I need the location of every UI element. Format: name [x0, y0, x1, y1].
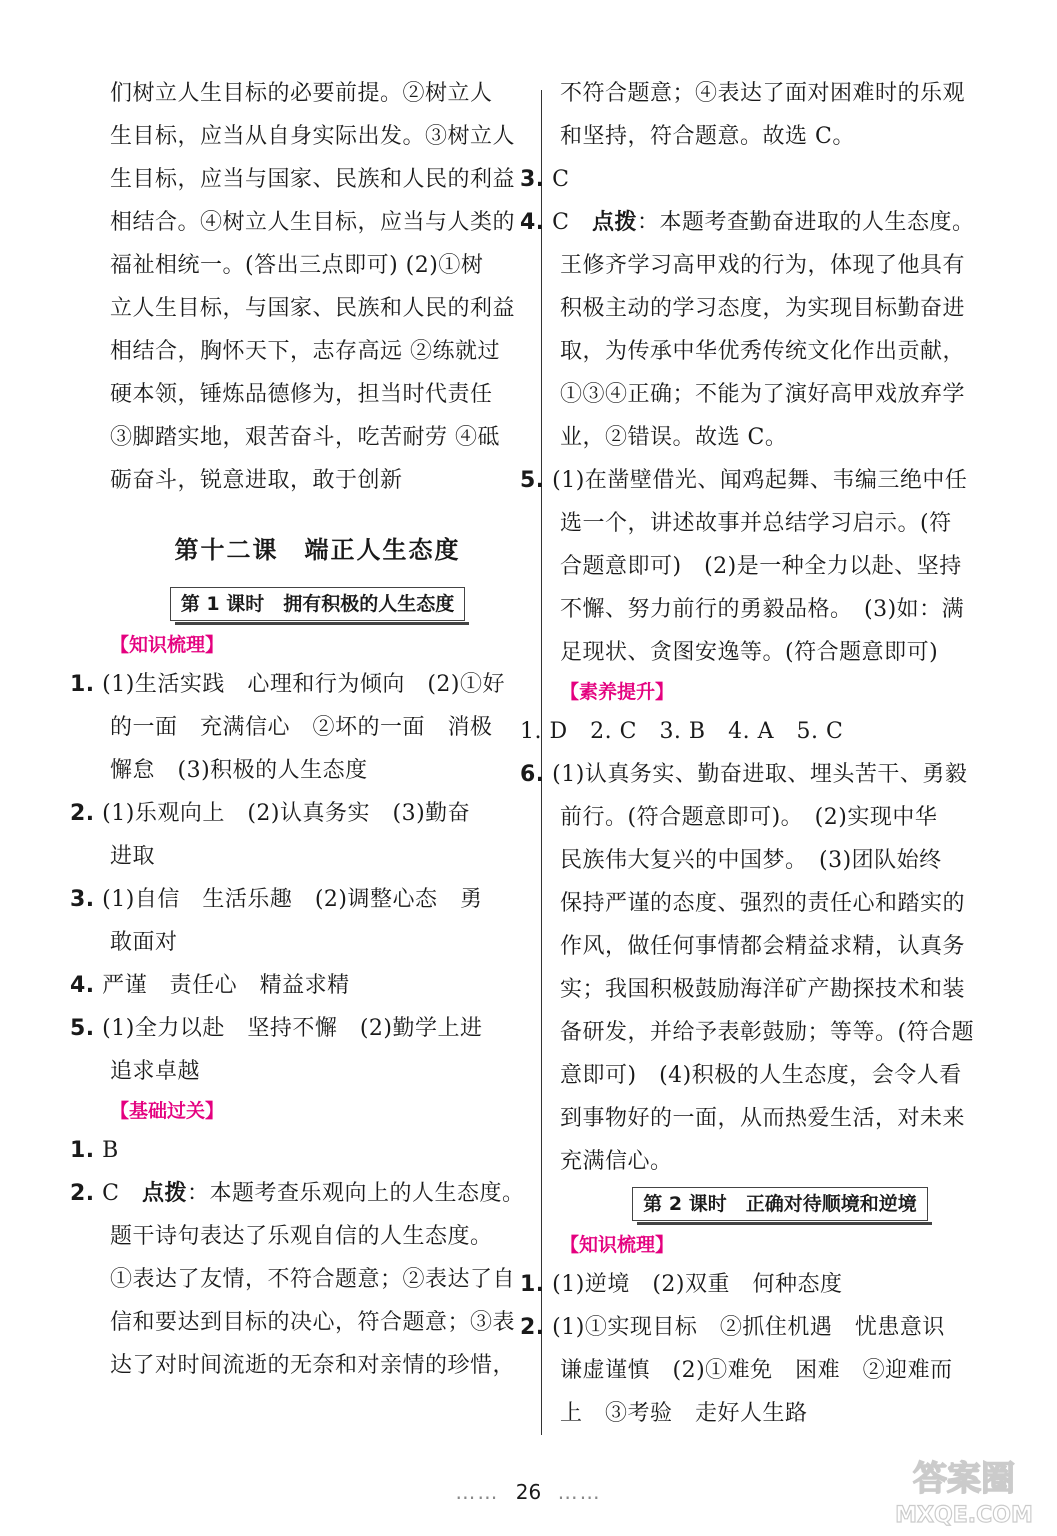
item-number: 1.: [520, 1272, 545, 1297]
svg-text:答案圈: 答案圈: [913, 1459, 1015, 1499]
item-number: 4.: [520, 210, 545, 235]
item-text: (1)逆境 (2)双重 何种态度: [552, 1272, 843, 1297]
right-column: [520, 72, 1000, 1435]
svg-text:MXQE.COM: MXQE.COM: [895, 1503, 1033, 1528]
answer-item: [520, 459, 1000, 502]
item-number: 2.: [520, 1315, 545, 1340]
text-line: 题干诗句表达了乐观自信的人生态度。: [110, 1224, 493, 1249]
item-text: 1. D 2. C 3. B 4. A 5. C: [520, 719, 844, 744]
footer-dots-left: ……: [455, 1480, 500, 1504]
answer-item: [70, 1172, 525, 1215]
text-line: 福祉相统一。(答出三点即可) (2)①树: [110, 253, 484, 278]
text-line: 足现状、贪图安逸等。(符合题意即可): [560, 640, 939, 665]
section-heading: 第 1 课时 拥有积极的人生态度: [170, 587, 465, 621]
section-tag: 【基础过关】: [110, 1100, 225, 1122]
item-number: 5.: [70, 1016, 95, 1041]
text-line: 民族伟大复兴的中国梦。 (3)团队始终: [560, 848, 942, 873]
text-line: 们树立人生目标的必要前提。②树立人: [110, 81, 493, 106]
section-tag: 【素养提升】: [560, 681, 675, 703]
item-number: 2.: [70, 801, 95, 826]
text-line: 达了对时间流逝的无奈和对亲情的珍惜，: [110, 1353, 516, 1378]
text-line: 砺奋斗，锐意进取，敢于创新: [110, 468, 403, 493]
answer-item: [70, 1007, 525, 1050]
text-line: 上 ③考验 走好人生路: [560, 1401, 808, 1426]
text-line: 进取: [110, 844, 156, 869]
item-answer: C: [102, 1181, 143, 1206]
text-line: 不符合题意；④表达了面对困难时的乐观: [560, 81, 966, 106]
text-line: 硬本领，锤炼品德修为，担当时代责任: [110, 382, 493, 407]
text-line: ③脚踏实地，艰苦奋斗，吃苦耐劳 ④砥: [110, 425, 500, 450]
answer-item: [70, 1129, 525, 1172]
answer-item: [520, 201, 1000, 244]
answer-item: [520, 753, 1000, 796]
item-number: 3.: [520, 167, 545, 192]
text-line: 生目标，应当从自身实际出发。③树立人: [110, 124, 516, 149]
item-text: B: [102, 1138, 119, 1163]
text-line: 信和要达到目标的决心，符合题意；③表: [110, 1310, 516, 1335]
answer-item: [70, 878, 525, 921]
item-answer: C: [552, 210, 593, 235]
section-tag: 【知识梳理】: [560, 1234, 675, 1256]
text-line: 到事物好的一面，从而热爱生活，对未来: [560, 1106, 966, 1131]
text-line: 的一面 充满信心 ②坏的一面 消极: [110, 715, 493, 740]
answer-item: [520, 1263, 1000, 1306]
answer-item: [520, 1306, 1000, 1349]
text-line: 积极主动的学习态度，为实现目标勤奋进: [560, 296, 966, 321]
text-line: 和坚持，符合题意。故选 C。: [560, 124, 855, 149]
text-line: ①表达了友情，不符合题意；②表达了自: [110, 1267, 516, 1292]
item-text: ：本题考查勤奋进取的人生态度。: [637, 210, 975, 235]
text-line: 充满信心。: [560, 1149, 673, 1174]
text-line: 备研发，并给予表彰鼓励；等等。(符合题: [560, 1020, 975, 1045]
item-text: (1)自信 生活乐趣 (2)调整心态 勇: [102, 887, 483, 912]
item-number: 6.: [520, 762, 545, 787]
item-number: 3.: [70, 887, 95, 912]
text-line: 保持严谨的态度、强烈的责任心和踏实的: [560, 891, 966, 916]
text-line: 追求卓越: [110, 1059, 201, 1084]
item-number: 2.: [70, 1181, 95, 1206]
item-text: 严谨 责任心 精益求精: [102, 973, 350, 998]
text-line: 前行。(符合题意即可)。 (2)实现中华: [560, 805, 938, 830]
text-line: 生目标，应当与国家、民族和人民的利益: [110, 167, 516, 192]
hint-label: 点拨: [142, 1181, 188, 1206]
text-line: 相结合，胸怀天下，志存高远 ②练就过: [110, 339, 500, 364]
text-line: 不懈、努力前行的勇毅品格。 (3)如：满: [560, 597, 965, 622]
text-line: ①③④正确；不能为了演好高甲戏放弃学: [560, 382, 966, 407]
text-line: 作风，做任何事情都会精益求精，认真务: [560, 934, 966, 959]
text-line: 实；我国积极鼓励海洋矿产勘探技术和装: [560, 977, 966, 1002]
section-heading-wrap: [560, 1187, 1000, 1221]
hint-label: 点拨: [592, 210, 638, 235]
text-line: 业，②错误。故选 C。: [560, 425, 788, 450]
section-heading: 第 2 课时 正确对待顺境和逆境: [632, 1187, 927, 1221]
item-text: (1)认真务实、勤奋进取、埋头苦干、勇毅: [552, 762, 968, 787]
item-text: (1)生活实践 心理和行为倾向 (2)①好: [102, 672, 505, 697]
text-line: 合题意即可) (2)是一种全力以赴、坚持: [560, 554, 962, 579]
item-number: 1.: [70, 1138, 95, 1163]
item-number: 4.: [70, 973, 95, 998]
answer-item: [520, 710, 1000, 753]
item-text: (1)在凿壁借光、闻鸡起舞、韦编三绝中任: [552, 468, 968, 493]
text-line: 王修齐学习高甲戏的行为，体现了他具有: [560, 253, 966, 278]
section-tag: 【知识梳理】: [110, 634, 225, 656]
text-line: 懈怠 (3)积极的人生态度: [110, 758, 368, 783]
item-text: ：本题考查乐观向上的人生态度。: [187, 1181, 525, 1206]
answer-item: [70, 964, 525, 1007]
page-number: 26: [515, 1480, 542, 1504]
text-line: 相结合。④树立人生目标，应当与人类的: [110, 210, 516, 235]
watermark-logo: [889, 1452, 1039, 1530]
text-line: 意即可) (4)积极的人生态度，会令人看: [560, 1063, 962, 1088]
item-text: (1)①实现目标 ②抓住机遇 忧患意识: [552, 1315, 945, 1340]
footer-dots-right: ……: [557, 1480, 602, 1504]
text-line: 谦虚谨慎 (2)①难免 困难 ②迎难而: [560, 1358, 953, 1383]
answer-item: [70, 663, 525, 706]
item-number: 1.: [70, 672, 95, 697]
text-line: 选一个，讲述故事并总结学习启示。(符: [560, 511, 952, 536]
answer-item: [520, 158, 1000, 201]
answer-item: [70, 792, 525, 835]
text-line: 敢面对: [110, 930, 178, 955]
item-text: (1)乐观向上 (2)认真务实 (3)勤奋: [102, 801, 471, 826]
left-column: [70, 72, 525, 1387]
text-line: 取，为传承中华优秀传统文化作出贡献，: [560, 339, 966, 364]
section-heading-wrap: [110, 587, 525, 621]
item-number: 5.: [520, 468, 545, 493]
lesson-title: 第十二课 端正人生态度: [174, 535, 461, 564]
item-text: (1)全力以赴 坚持不懈 (2)勤学上进: [102, 1016, 483, 1041]
item-text: C: [552, 167, 570, 192]
text-line: 立人生目标，与国家、民族和人民的利益: [110, 296, 516, 321]
